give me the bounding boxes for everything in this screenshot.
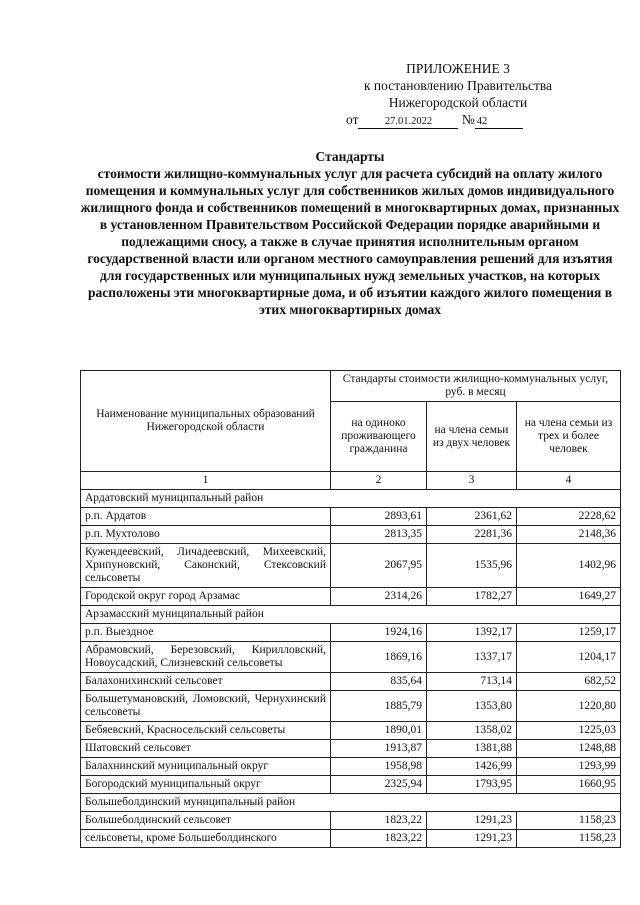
resolution-number: 42 xyxy=(475,116,523,129)
resolution-date: 27.01.2022 xyxy=(358,116,458,129)
standard-three-plus: 1158,23 xyxy=(517,830,621,848)
standard-two-person: 1793,95 xyxy=(427,776,517,794)
document-title xyxy=(80,148,620,318)
column-number: 2 xyxy=(331,472,427,490)
header-group: Стандарты стоимости жилищно-коммунальных услуг, руб. в месяц xyxy=(331,371,621,402)
standard-single: 1890,01 xyxy=(331,722,427,740)
from-label: от xyxy=(346,112,359,127)
standard-two-person: 1337,17 xyxy=(427,642,517,673)
standard-single: 1924,16 xyxy=(331,624,427,642)
standard-single: 2067,95 xyxy=(331,544,427,588)
standard-single: 835,64 xyxy=(331,673,427,691)
standard-two-person: 1426,99 xyxy=(427,758,517,776)
header-col3: на члена семьи из двух человек xyxy=(427,402,517,472)
standard-three-plus: 1259,17 xyxy=(517,624,621,642)
standard-single: 1885,79 xyxy=(331,691,427,722)
header-col2: на одиноко проживающего гражданина xyxy=(331,402,427,472)
table-row xyxy=(81,588,621,606)
standard-three-plus: 1220,80 xyxy=(517,691,621,722)
standards-table xyxy=(80,370,621,848)
municipality-name: Городской округ город Арзамас xyxy=(81,588,331,606)
table-row xyxy=(81,624,621,642)
municipality-name: сельсоветы, кроме Большеболдинского xyxy=(81,830,331,848)
table-row xyxy=(81,758,621,776)
appendix-block xyxy=(338,60,578,129)
standard-two-person: 1291,23 xyxy=(427,830,517,848)
column-number-row xyxy=(81,472,621,490)
group-name: Арзамасский муниципальный район xyxy=(81,606,621,624)
standard-single: 2314,26 xyxy=(331,588,427,606)
standard-single: 1823,22 xyxy=(331,830,427,848)
standard-three-plus: 1158,23 xyxy=(517,812,621,830)
standard-two-person: 1782,27 xyxy=(427,588,517,606)
number-label: № xyxy=(461,112,475,127)
appendix-resolution: к постановлению Правительства xyxy=(363,78,553,93)
table-body xyxy=(81,490,621,848)
group-name: Большеболдинский муниципальный район xyxy=(81,794,621,812)
table-group-row xyxy=(81,606,621,624)
municipality-name: Шатовский сельсовет xyxy=(81,740,331,758)
table-row xyxy=(81,526,621,544)
standard-three-plus: 1293,99 xyxy=(517,758,621,776)
standard-single: 2813,35 xyxy=(331,526,427,544)
standard-single: 2325,94 xyxy=(331,776,427,794)
standard-three-plus: 1660,95 xyxy=(517,776,621,794)
municipality-name: Кужендеевский, Личадеевский, Михеевский, Хрипуновский, Саконский, Стексовский сельсоветы xyxy=(81,544,331,588)
municipality-name: Бебяевский, Красносельский сельсоветы xyxy=(81,722,331,740)
municipality-name: р.п. Выездное xyxy=(81,624,331,642)
municipality-name: р.п. Ардатов xyxy=(81,508,331,526)
municipality-name: Большетумановский, Ломовский, Чернухинский сельсоветы xyxy=(81,691,331,722)
standard-two-person: 2281,36 xyxy=(427,526,517,544)
table-row xyxy=(81,691,621,722)
municipality-name: р.п. Мухтолово xyxy=(81,526,331,544)
column-number: 3 xyxy=(427,472,517,490)
standard-two-person: 713,14 xyxy=(427,673,517,691)
municipality-name: Балахнинский муниципальный округ xyxy=(81,758,331,776)
header-col4: на члена семьи из трех и более человек xyxy=(517,402,621,472)
standard-single: 1913,87 xyxy=(331,740,427,758)
standard-two-person: 1392,17 xyxy=(427,624,517,642)
table-row xyxy=(81,830,621,848)
table-row xyxy=(81,812,621,830)
standard-two-person: 1353,80 xyxy=(427,691,517,722)
table-group-row xyxy=(81,794,621,812)
standard-single: 1823,22 xyxy=(331,812,427,830)
municipality-name: Балахонихинский сельсовет xyxy=(81,673,331,691)
table-row xyxy=(81,740,621,758)
appendix-region: Нижегородской области xyxy=(388,95,528,110)
standard-three-plus: 1248,88 xyxy=(517,740,621,758)
standard-two-person: 1535,96 xyxy=(427,544,517,588)
group-name: Ардатовский муниципальный район xyxy=(81,490,621,508)
standard-three-plus: 1225,03 xyxy=(517,722,621,740)
table-row xyxy=(81,722,621,740)
municipality-name: Абрамовский, Березовский, Кирилловский, Новоусадский, Слизневский сельсоветы xyxy=(81,642,331,673)
appendix-number: ПРИЛОЖЕНИЕ 3 xyxy=(406,61,510,76)
standard-three-plus: 1649,27 xyxy=(517,588,621,606)
municipality-name: Богородский муниципальный округ xyxy=(81,776,331,794)
standard-three-plus: 682,52 xyxy=(517,673,621,691)
standard-two-person: 1291,23 xyxy=(427,812,517,830)
appendix-date-line xyxy=(338,111,578,129)
standard-single: 1958,98 xyxy=(331,758,427,776)
table-group-row xyxy=(81,490,621,508)
standard-three-plus: 1204,17 xyxy=(517,642,621,673)
table-row xyxy=(81,508,621,526)
standard-two-person: 1358,02 xyxy=(427,722,517,740)
title-heading: Стандарты xyxy=(315,149,385,164)
header-name: Наименование муниципальных образований Нижегородской области xyxy=(81,371,331,472)
municipality-name: Большеболдинский сельсовет xyxy=(81,812,331,830)
table-row xyxy=(81,544,621,588)
standard-three-plus: 1402,96 xyxy=(517,544,621,588)
table-row xyxy=(81,776,621,794)
column-number: 1 xyxy=(81,472,331,490)
table-row xyxy=(81,673,621,691)
standard-two-person: 2361,62 xyxy=(427,508,517,526)
title-body: стоимости жилищно-коммунальных услуг для расчета субсидий на оплату жилого помещения и коммунальных услуг для собственников жилых домов индивидуального жилищного фонда и собственников помещений в многоквартирных домах, признанных в установленном Правительством Российской Федерации порядке аварийными и подлежащими сносу, а также в случае принятия исполнительным органом государственной власти или органом местного самоуправления решений для изъятия для государственных или муниципальных нужд земельных участков, на которых расположены эти многоквартирные дома, и об изъятии каждого жилого помещения в этих многоквартирных домах xyxy=(80,166,620,317)
standard-single: 2893,61 xyxy=(331,508,427,526)
standard-single: 1869,16 xyxy=(331,642,427,673)
standard-three-plus: 2148,36 xyxy=(517,526,621,544)
table-row xyxy=(81,642,621,673)
column-number: 4 xyxy=(517,472,621,490)
standard-two-person: 1381,88 xyxy=(427,740,517,758)
standard-three-plus: 2228,62 xyxy=(517,508,621,526)
